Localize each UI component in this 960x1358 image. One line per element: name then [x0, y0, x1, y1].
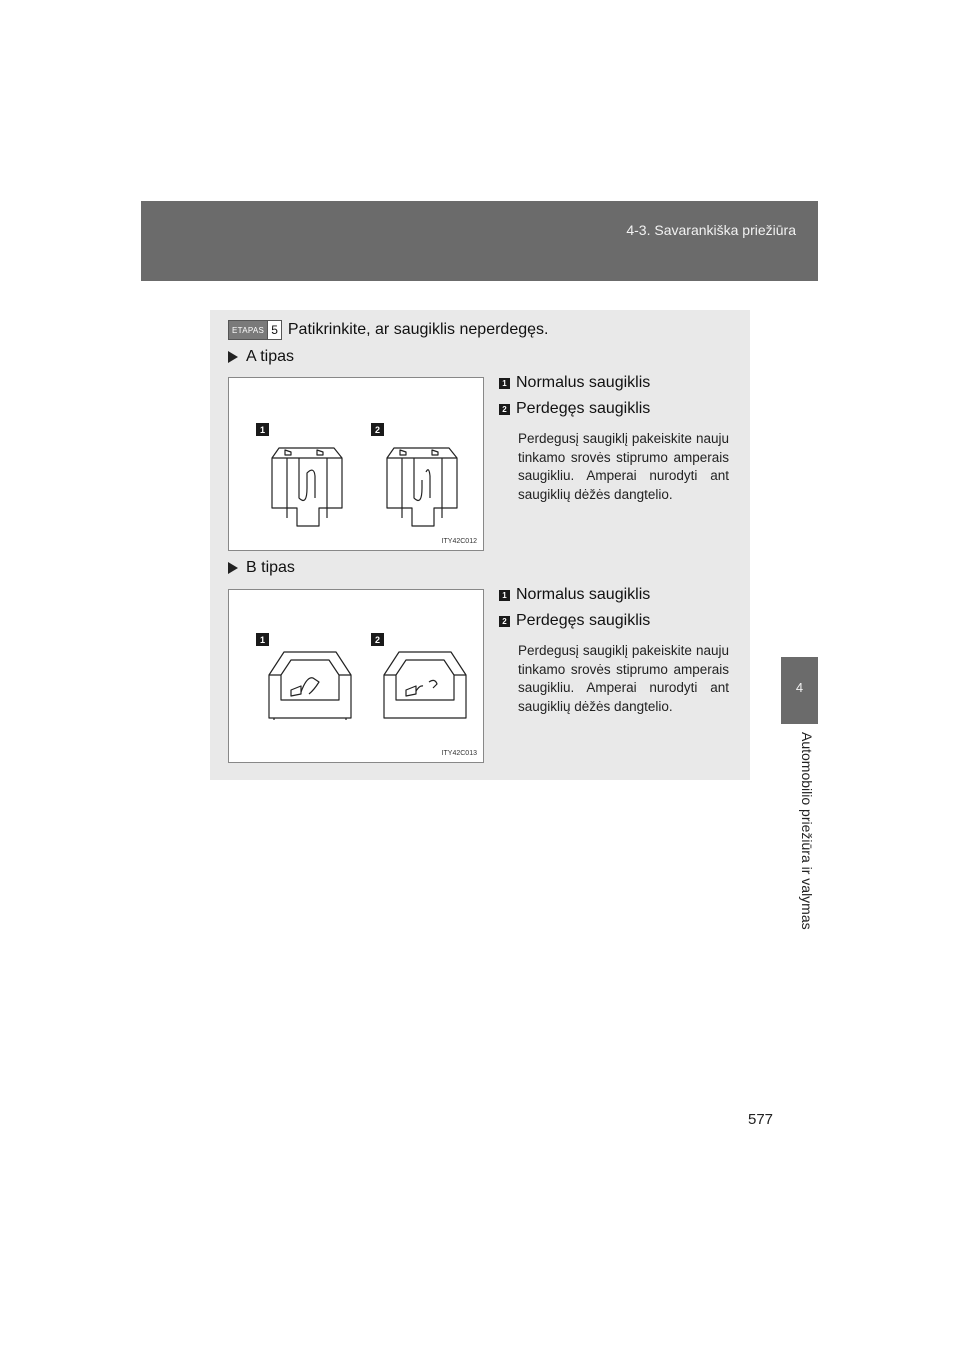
- legend-item: [499, 396, 729, 422]
- legend-label: Normalus saugiklis: [516, 374, 651, 391]
- legend-label: Normalus saugiklis: [516, 586, 651, 603]
- type-a-legend: [499, 370, 729, 504]
- type-b-label: B tipas: [246, 559, 295, 576]
- type-b-heading: [228, 559, 295, 577]
- number-1-icon: 1: [499, 378, 510, 389]
- callout-2: 2: [374, 635, 381, 645]
- callout-1: 1: [259, 635, 266, 645]
- step-badge-label: ETAPAS: [232, 325, 265, 335]
- callout-1: 1: [259, 425, 266, 435]
- legend-item: [499, 582, 729, 608]
- type-a-heading: [228, 348, 294, 366]
- cartridge-fuse-illustration: [229, 590, 483, 762]
- legend-description: Perdegusį saugiklį pakeiskite nauju tinkamo srovės stiprumo amperais saugikliu. Amperai nurodyti ant saugiklių dėžės dangtelio.: [518, 643, 729, 714]
- section-title: 4-3. Savarankiška priežiūra: [626, 222, 796, 238]
- type-a-label: A tipas: [246, 348, 295, 365]
- triangle-bullet-icon: [228, 351, 238, 363]
- number-1-icon: 1: [499, 590, 510, 601]
- step-badge-number: 5: [267, 321, 281, 339]
- page-number: 577: [748, 1111, 774, 1128]
- step-badge: [228, 320, 282, 340]
- triangle-bullet-icon: [228, 562, 238, 574]
- chapter-label: Automobilio priežiūra ir valymas: [799, 732, 815, 930]
- number-2-icon: 2: [499, 616, 510, 627]
- number-2-icon: 2: [499, 404, 510, 415]
- content-panel: [210, 310, 750, 780]
- chapter-number: 4: [795, 680, 804, 695]
- blade-fuse-illustration: [229, 378, 483, 550]
- type-b-figure: [228, 589, 484, 763]
- header-band: [141, 201, 818, 281]
- type-a-figure: [228, 377, 484, 551]
- figure-code: ITY42C013: [441, 750, 477, 757]
- legend-item: [499, 370, 729, 396]
- figure-code: ITY42C012: [441, 538, 477, 545]
- step-text: Patikrinkite, ar saugiklis neperdegęs.: [287, 321, 549, 338]
- callout-2: 2: [374, 425, 381, 435]
- legend-description: Perdegusį saugiklį pakeiskite nauju tinkamo srovės stiprumo amperais saugikliu. Amperai nurodyti ant saugiklių dėžės dangtelio.: [518, 431, 729, 502]
- chapter-tab: [781, 657, 818, 724]
- legend-label: Perdegęs saugiklis: [516, 612, 651, 629]
- type-b-legend: [499, 582, 729, 716]
- step-line: [228, 320, 548, 340]
- legend-label: Perdegęs saugiklis: [516, 400, 651, 417]
- legend-item: [499, 608, 729, 634]
